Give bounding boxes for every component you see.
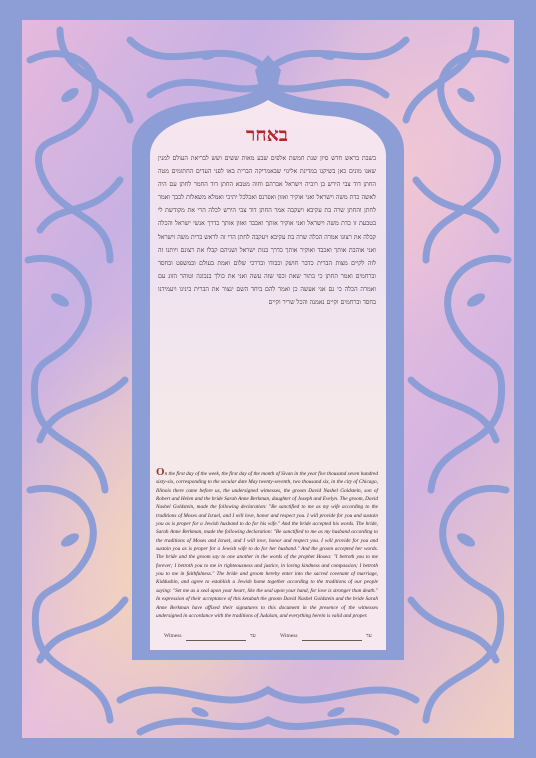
witness-2-label: Witness — [280, 633, 298, 639]
hebrew-ketubah-text: בשבת בראש חדש סיון שנת חמשת אלפים שבע מאות ששים ושש לבריאת העולם למנין שאנו מונים כאן בשיקגו במדינת אלינוי שבאמריקה הברית באו לפני העדים החתומים מטה החתן דוד צבי הירש בן רוביה וישראל אברהם וחוה מטבא החתן דוד החמר לחתן עם היה לאשה כדת משה וישראל ואני אוקיר ואזון ואפרנס ואכלכל יתיכי ואמלא משאלות לבבך ואמר לחתן והחתן שרה בת עקיבא ויעקבה אמר החתן דוד צבי הירש לכלה הרי את מקודשת לי בטבעת זו כדת משה וישראל ואני אוקיר אותך ואכבד ואזון אותך כדרך אנשי ישראל והכלה קבלה את רצונו אמרה הכלה שרה בת עקיבא ויעקבה לחתן הרי זה לראש ברית משה וישראל ואני אוהבת אותך ואכבד ואוקיר אותך כדרך בנות ישראל ושניהם קבלו את רצונם ויותנו זה לזה לקיים מצות הברית כדבר חושק וכבודו ובדרכי שלום ואמת בעולם ובמשפט ובחסד וברחמים ואמר החתן כי בתור שאת וכפי שזה עשה ואני את כולך בנכונה וטוהר הזוג עם ואמרה הכלה כי גם אני אעשה כן ואמר להם ביחד השם ינצור את הברית בינינו ויעמידנו בחסד וברחמים וקיים נאמנה והכל שריר וקיים — [158, 155, 376, 307]
witness-1-signature-line — [186, 640, 246, 641]
witness-1-label: Witness — [164, 633, 182, 639]
english-body: n the first day of the week, the first day of the month of Sivan in the year five thousand seven hundred sixty-six, corresponding to the secular date May twenty-seventh, two thousand six, in the city of Chicago, Illinois there came before us, the undersigned witnesses, the groom David Nashel Goldstein, son of Robert and Helen and the bride Sarah Anne Berkman, daughter of Joseph and Evelyn. The groom, David Nashel Goldstein, made the following declaration: "Be sanctified to me as my wife according to the traditions of Moses and Israel, and I will love, honor and respect you. I will provide for you and sustain you as is proper for a Jewish husband to do for his wife." And the bride accepted his words. The bride, Sarah Anne Berkman, made the following declaration: "Be sanctified to me as my husband according to the traditions of Moses and Israel, and I will love, honor and respect you. I will provide for you and sustain you as is proper for a Jewish wife to do for her husband." And the groom accepted her words. The bride and the groom say to one another in the words of the prophet Hosea: "I betroth you to me forever; I betroth you to me in righteousness and justice, in loving kindness and compassion; I betroth you to me in faithfulness." The bride and groom hereby enter into the sacred covenant of marriage, Kiddushin, and agree to establish a Jewish home together according to the traditions of our people saying: "Set me as a seal upon your heart, like the seal upon your hand, for love is stronger than death." In expression of their acceptance of this ketubah the groom David Nashel Goldstein and the bride Sarah Anne Berkman have affixed their signatures to this document in the presence of the witnesses undersigned in accordance with the traditions of Judaism, and everything herein is valid and proper. — [156, 471, 378, 619]
hebrew-title: באחר — [246, 124, 288, 146]
witness-1-hebrew-label: עד — [250, 633, 256, 639]
witness-2-signature-line — [302, 640, 362, 641]
witness-2-hebrew-label: עד — [366, 633, 372, 639]
english-ketubah-text — [156, 468, 378, 620]
english-dropcap: O — [156, 466, 165, 478]
text-panel — [152, 118, 382, 654]
